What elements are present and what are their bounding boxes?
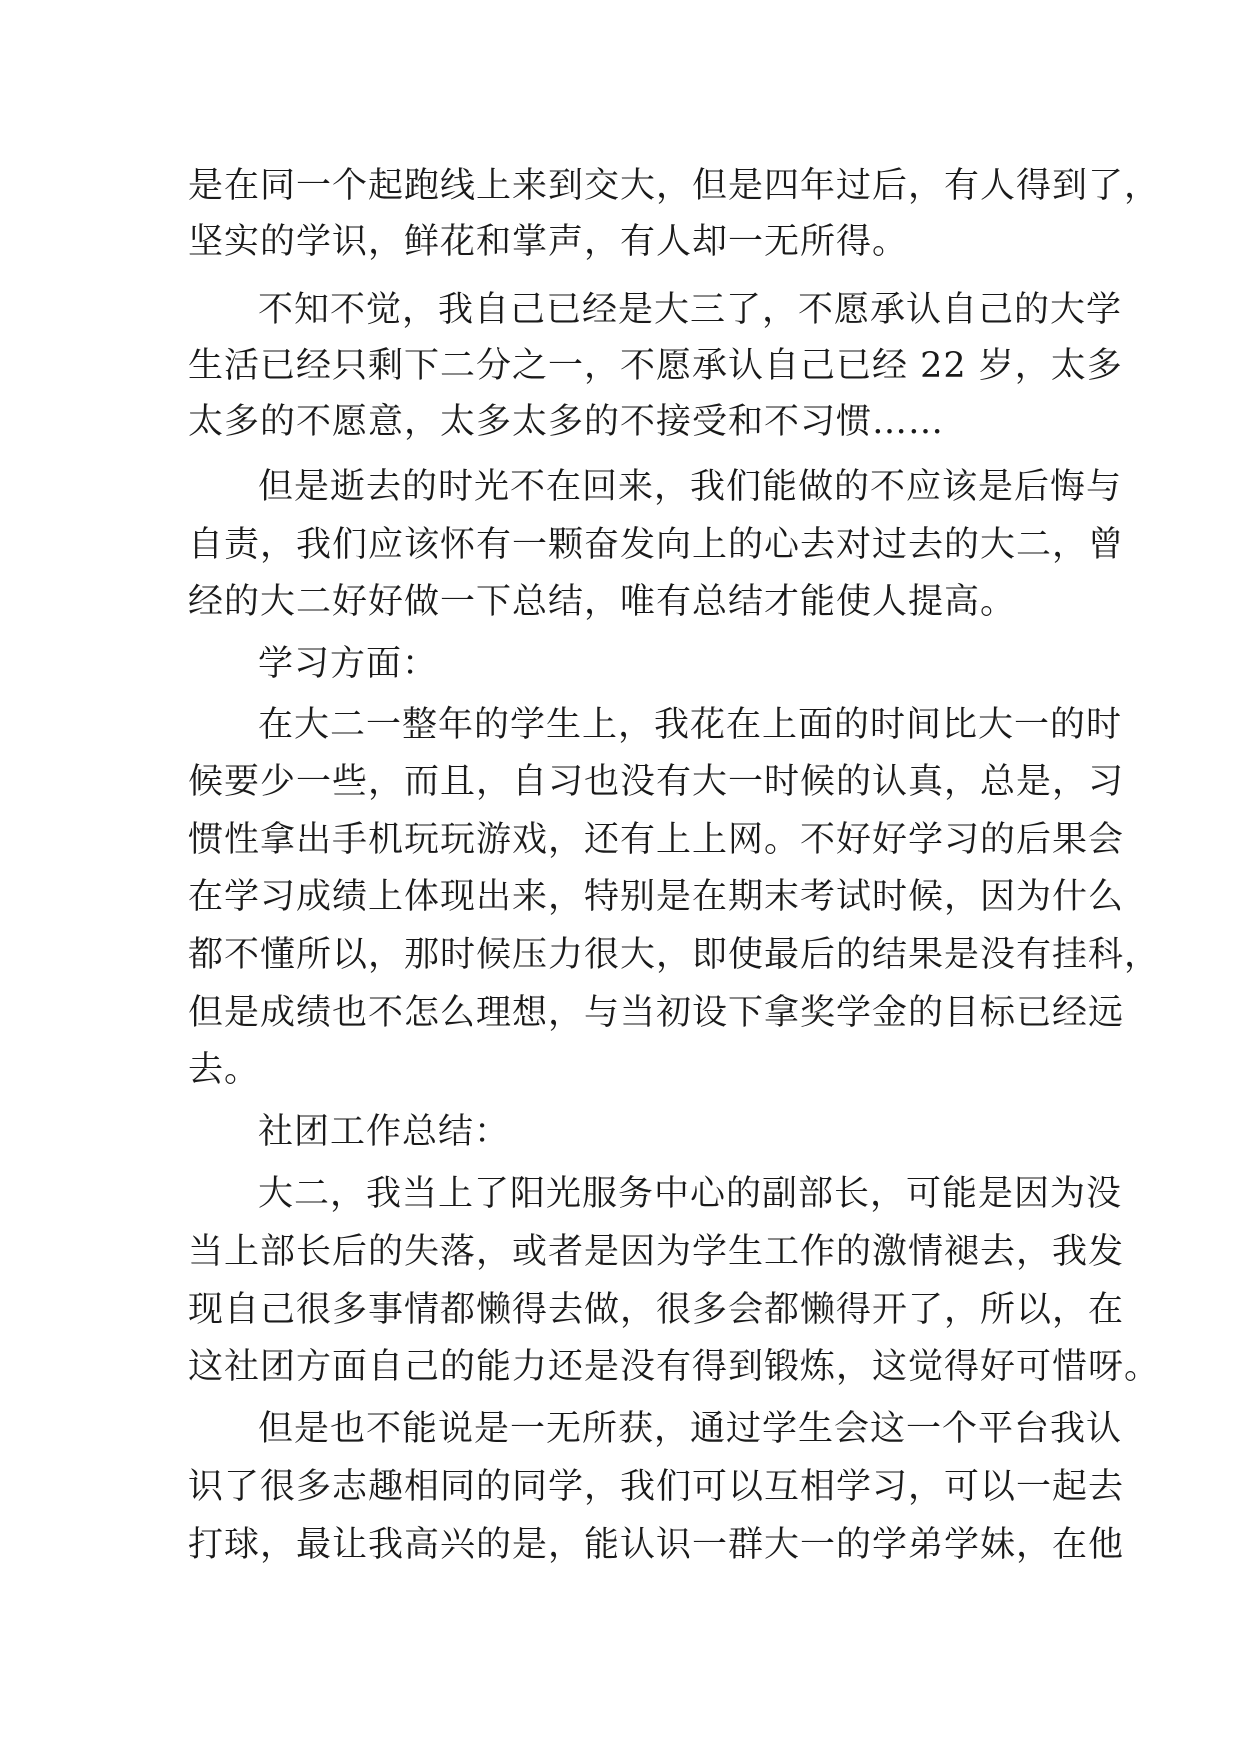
text-line: 打球，最让我高兴的是，能认识一群大一的学弟学妹，在他 <box>188 1525 1125 1565</box>
text-line: 惯性拿出手机玩玩游戏，还有上上网。不好好学习的后果会 <box>188 820 1125 860</box>
text-line: 候要少一些，而且，自习也没有大一时候的认真，总是，习 <box>188 762 1125 802</box>
text-line: 但是也不能说是一无所获，通过学生会这一个平台我认 <box>258 1409 1123 1449</box>
text-line: 自责，我们应该怀有一颗奋发向上的心去对过去的大二，曾 <box>188 525 1125 565</box>
text-line: 经的大二好好做一下总结，唯有总结才能使人提高。 <box>188 582 1017 622</box>
text-line: 都不懂所以，那时候压力很大，即使最后的结果是没有挂科， <box>188 935 1161 975</box>
text-line: 生活已经只剩下二分之一，不愿承认自己已经 22 岁，太多 <box>188 346 1123 386</box>
text-line: 不知不觉，我自己已经是大三了，不愿承认自己的大学 <box>258 290 1123 330</box>
text-line: 在大二一整年的学生上，我花在上面的时间比大一的时 <box>258 705 1123 745</box>
section-heading: 社团工作总结： <box>258 1112 511 1152</box>
text-line: 大二，我当上了阳光服务中心的副部长，可能是因为没 <box>258 1174 1123 1214</box>
section-heading: 学习方面： <box>258 644 439 684</box>
text-line: 坚实的学识，鲜花和掌声，有人却一无所得。 <box>188 222 909 262</box>
text-line: 去。 <box>188 1050 261 1090</box>
text-line: 在学习成绩上体现出来，特别是在期末考试时候，因为什么 <box>188 877 1125 917</box>
text-line: 识了很多志趣相同的同学，我们可以互相学习，可以一起去 <box>188 1467 1125 1507</box>
text-line: 现自己很多事情都懒得去做，很多会都懒得开了，所以，在 <box>188 1290 1125 1330</box>
text-line: 太多的不愿意，太多太多的不接受和不习惯…… <box>188 402 945 442</box>
text-line: 但是成绩也不怎么理想，与当初设下拿奖学金的目标已经远 <box>188 993 1125 1033</box>
text-line: 但是逝去的时光不在回来，我们能做的不应该是后悔与 <box>258 467 1123 507</box>
text-line: 这社团方面自己的能力还是没有得到锻炼，这觉得好可惜呀。 <box>188 1347 1161 1387</box>
text-line: 是在同一个起跑线上来到交大，但是四年过后，有人得到了， <box>188 166 1161 206</box>
text-line: 当上部长后的失落，或者是因为学生工作的激情褪去，我发 <box>188 1232 1125 1272</box>
